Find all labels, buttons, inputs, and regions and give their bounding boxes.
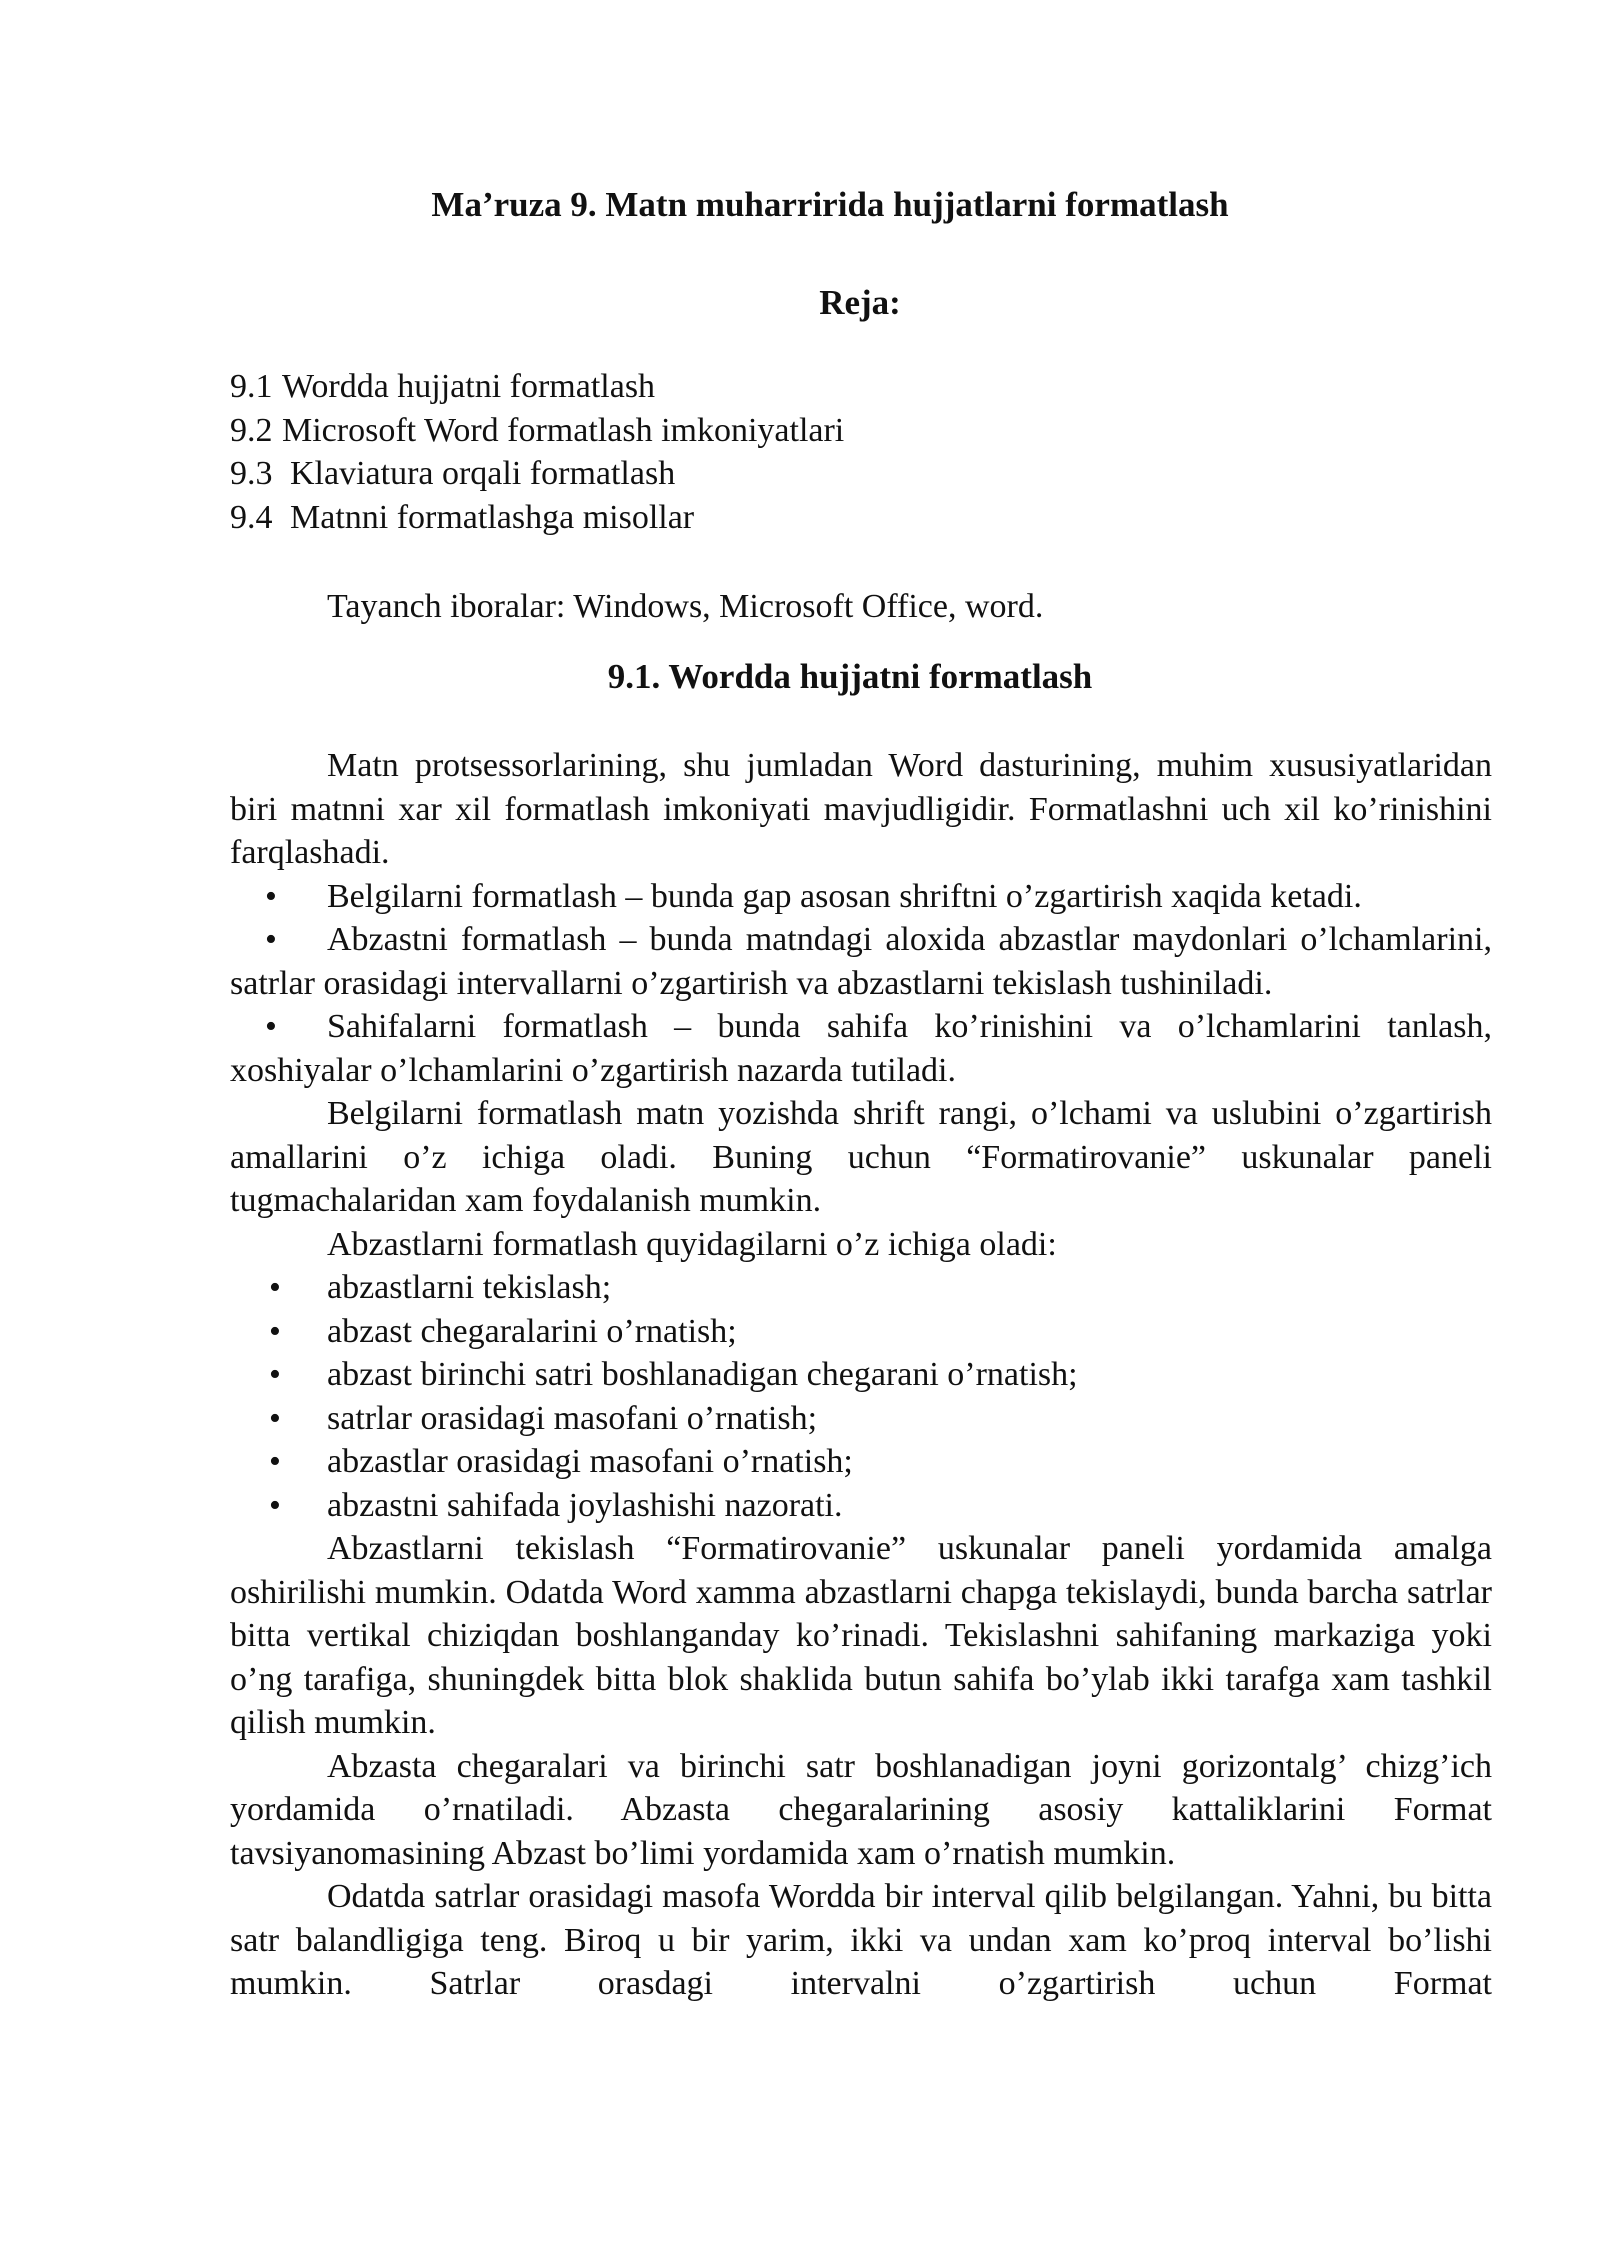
align-paragraph: Abzastlarni tekislash “Formatirovanie” uskunalar paneli yordamida amalga oshirilishi mumkin. Odatda Word xamma abzastlarni chapga tekislaydi, bunda barcha satrlar bitta vertikal chiziqdan boshlanganday ko’rinadi. Tekislashni sahifaning markaziga yoki o’ng tarafiga, shuningdek bitta blok shaklida butun sahifa bo’ylab ikki tarafga xam tashkil qilish mumkin. [230,1530,1492,1741]
plan-item-number: 9.2 [230,411,273,449]
abzats-intro-paragraph: Abzastlarni formatlash quyidagilarni o’z ichiga oladi: [327,1225,1057,1263]
list-item [230,1310,1492,1354]
list-item [230,1484,1492,1528]
keywords-line: Tayanch iboralar: Windows, Microsoft Office, word. [327,588,1044,625]
list-item-text: satrlar orasidagi masofani o’rnatish; [327,1399,818,1437]
list-item-text: abzastlarni tekislash; [327,1269,612,1306]
list-item [230,1397,1492,1441]
section-body [230,744,1492,2006]
plan-item-number: 9.4 [230,498,273,536]
borders-paragraph: Abzasta chegaralari va birinchi satr boshlanadigan joyni gorizontalg’ chizg’ich yordamida o’rnatiladi. Abzasta chegaralarining asosiy kattaliklarini Format tavsiyanomasining Abzast bo’limi yordamida xam o’rnatish mumkin. [230,1747,1492,1872]
list-item [230,1353,1492,1397]
plan-item [230,496,1430,540]
list-item-text: Belgilarni formatlash – bunda gap asosan shriftni o’zgartirish xaqida ketadi. [327,877,1362,915]
list-item-text: abzast birinchi satri boshlanadigan chegarani o’rnatish; [327,1356,1078,1393]
bullet-icon: • [265,1008,277,1045]
plan-item [230,452,1430,496]
bullet-icon: • [269,1443,281,1480]
list-item-text: abzastlar orasidagi masofani o’rnatish; [327,1443,853,1480]
plan-item [230,365,1430,409]
chars-paragraph: Belgilarni formatlash matn yozishda shrift rangi, o’lchami va uslubini o’zgartirish amallarini o’z ichiga oladi. Buning uchun “Formatirovanie” uskunalar paneli tugmachalaridan xam foydalanish mumkin. [230,1095,1492,1219]
list-item-text: abzast chegaralarini o’rnatish; [327,1312,737,1350]
section-title: 9.1. Wordda hujjatni formatlash [607,657,1093,696]
list-item [230,918,1492,1005]
plan-item-text: Klaviatura orqali formatlash [290,455,676,492]
bullet-icon: • [265,921,277,958]
plan-item-text: Wordda hujjatni formatlash [282,368,656,405]
plan-item-number: 9.1 [230,368,273,405]
plan-item-text: Microsoft Word formatlash imkoniyatlari [282,411,845,449]
bullet-icon: • [265,877,277,915]
lecture-title: Ma’ruza 9. Matn muharririda hujjatlarni formatlash [431,185,1229,224]
list-item [230,1005,1492,1092]
list-item [230,1440,1492,1484]
bullet-icon: • [269,1312,281,1350]
bullet-icon: • [269,1269,281,1306]
list-item [230,1266,1492,1310]
list-item-text: Sahifalarni formatlash – bunda sahifa ko’rinishini va o’lchamlarini tanlash, xoshiyalar o’lchamlarini o’zgartirish nazarda tutiladi. [230,1008,1492,1089]
spacing-paragraph: Odatda satrlar orasidagi masofa Wordda bir interval qilib belgilangan. Yahni, bu bitta satr balandligiga teng. Biroq u bir yarim, ikki va undan xam ko’proq interval bo’lishi mumkin. Satrlar orasdagi intervalni o’zgartirish uchun Format [230,1878,1492,2002]
plan-list [230,365,1430,539]
intro-paragraph: Matn protsessorlarining, shu jumladan Word dasturining, muhim xususiyatlaridan biri matnni xar xil formatlash imkoniyati mavjudligidir. Formatlashni uch xil ko’rinishini farqlashadi. [230,747,1492,871]
list-item [230,875,1492,919]
list-item-text: abzastni sahifada joylashishi nazorati. [327,1486,843,1524]
bullet-icon: • [269,1356,281,1393]
plan-item-number: 9.3 [230,455,273,492]
plan-heading: Reja: [819,283,901,322]
bullet-icon: • [269,1399,281,1437]
plan-item-text: Matnni formatlashga misollar [290,498,695,536]
bullet-icon: • [269,1486,281,1524]
list-item-text: Abzastni formatlash – bunda matndagi aloxida abzastlar maydonlari o’lchamlarini, satrlar orasidagi intervallarni o’zgartirish va abzastlarni tekislash tushiniladi. [230,921,1492,1002]
plan-item [230,409,1430,453]
